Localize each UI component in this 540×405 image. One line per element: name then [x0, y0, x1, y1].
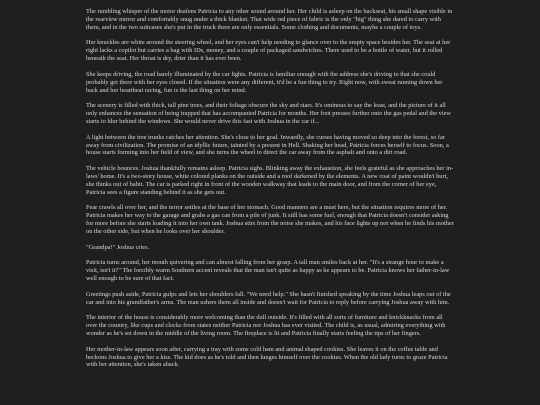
paragraph-5: A light between the tree trunks catches her attention. She's close to her goal. Inwardly, she curses having moved so deep into the forest, so far away from civilization. The promise of an idyllic future, tainted by a present in Hell. Shaking her head, Patricia forces herself to focus. Soon, a house starts forming into her field of view, and she turns the wheel to direct the car away from the asphalt and onto a dirt road. — [86, 133, 449, 157]
paragraph-10: Greetings push aside, Patricia gulps and lets her shoulders fall. "We need help." She hasn't finished speaking by the time Joshua leaps out of the car and into his grandfather's arms. The man ushers them all inside and doesn't wait for Patricia to reply before carrying Joshua away with him. — [86, 290, 451, 306]
paragraph-3: She keeps driving, the road barely illuminated by the car lights. Patricia is familiar enough with the address she's driving to that she could probably get there with her eyes closed. If the situation were any different, it'd be a fun thing to try. Right now, with sweat running down her back and her heartbeat racing, fun is the last thing on her mind. — [86, 70, 443, 94]
paragraph-8: "Grandpa!" Joshua cries. — [86, 243, 150, 251]
paragraph-7: Fear crawls all over her, and the terror settles at the base of her stomach. Good manners are a must here, but the situation requires more of her. Patricia makes her way to the garage and grabs a gas can from a pile of junk. It still has some fuel, enough that Patricia doesn't consider asking for more before she starts loading it into her own tank. Joshua stirs from the noise she makes, and his face lights up not when he finds his mother on the other side, but when he looks over her shoulder. — [86, 204, 454, 235]
paragraph-11: The interior of the house is considerably more welcoming than the dull outside. It's filled with all sorts of furniture and knickknacks from all over the country, like cups and clocks from states neither Patricia nor Joshua has ever visited. The child is, as usual, admiring everything with wonder as he's set down in the middle of the living room. The fireplace is lit and Patricia finally starts feeling the tips of her fingers. — [86, 314, 446, 338]
paragraph-6: The vehicle bounces. Joshua thankfully remains asleep. Patricia sighs. Blinking away the exhaustion, she feels grateful as she approaches her in-laws' home. It's a two-story house, white colored planks on the outside and a roof darkened by the elements. A new coat of paint wouldn't hurt, she thinks out of habit. The car is parked right in front of the wooden walkway that leads to the main door, and from the corner of her eye, Patricia sees a figure standing behind it as she gets out. — [86, 165, 454, 196]
story-text — [86, 8, 455, 377]
paragraph-9: Patricia turns around, her mouth quivering and can almost falling from her grasp. A tall man smiles back at her. "It's a strange hour to make a visit, isn't it?" The forcibly warm Southern accent reveals that the man isn't quite as happy as he appears to be. Patricia knows her father-in-law well enough to be sure of that fact. — [86, 259, 450, 283]
paragraph-12: Her mother-in-law appears soon after, carrying a tray with some cold ham and animal shaped cookies. She leaves it on the coffee table and beckons Joshua to give her a kiss. The kid does as he's told and then lunges himself over the cookies. When the old lady turns to graze Patricia with her attention, she's taken aback. — [86, 345, 448, 369]
paragraph-1: The rumbling whisper of the motor deafens Patricia to any other sound around her. Her child is asleep on the backseat, his small shape visible in the rearview mirror and comfortably snug under a thick blanket. That wide red piece of fabric is the only "big" thing she dared to carry with them, and in the two suitcases she's put in the truck there are only essentials. Some clothing and documents, maybe a couple of toys. — [86, 8, 453, 31]
paragraph-4: The scenery is filled with thick, tall pine trees, and their foliage obscure the sky and stars. It's ominous to say the least, and the picture of it all only enhances the sensation of being trapped that has accompanied Patricia for months. Her foot presses further onto the gas pedal and the view starts to blur behind the windows. She would never drive this fast with Joshua in the car if... — [86, 102, 452, 125]
paragraph-2: Her knuckles are white around the steering wheel, and her eyes can't help needing to glance over to the empty space besides her. The seat at her right lacks a copilot but carries a bag with IDs, money, and a couple of packaged sandwiches. There used to be a bottle of water, but it rolled beneath the seat. Her throat is dry, drier than it has ever been. — [86, 39, 451, 63]
